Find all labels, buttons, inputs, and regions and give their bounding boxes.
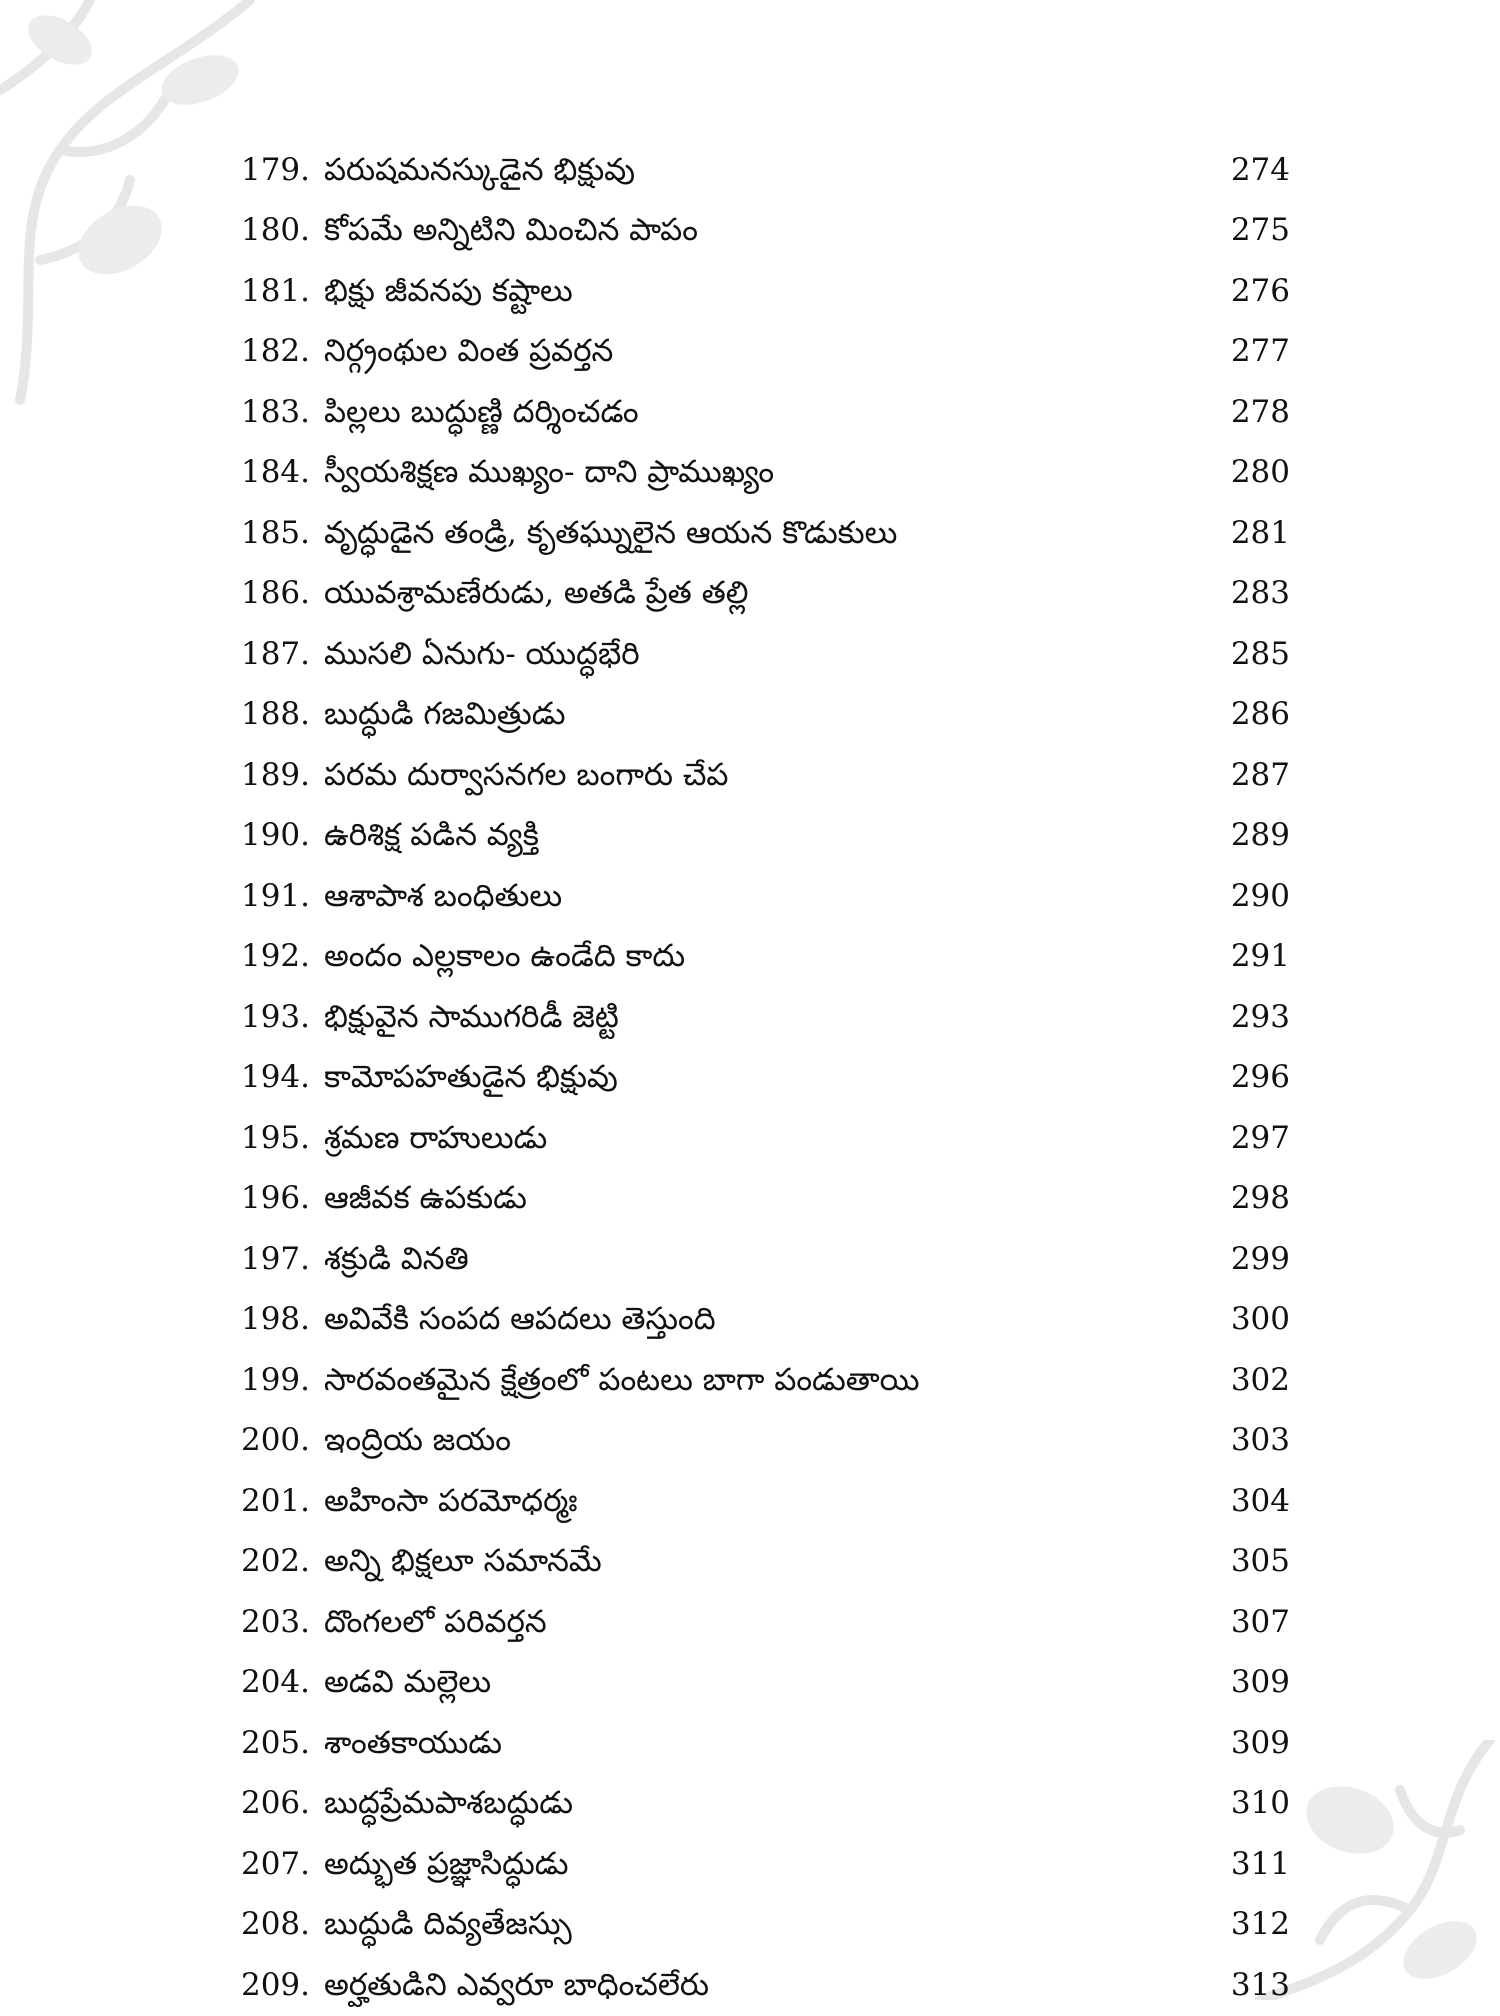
- chapter-title: బుద్ధుడి గజమిత్రుడు: [324, 696, 566, 733]
- chapter-title: ఇంద్రియ జయం: [324, 1422, 511, 1459]
- toc-entry: [230, 1169, 1290, 1230]
- toc-entry: [230, 382, 1290, 443]
- page-number: 290: [1230, 877, 1290, 914]
- page-number: 303: [1230, 1422, 1290, 1459]
- page-number: 299: [1230, 1240, 1290, 1277]
- chapter-title: ఉరిశిక్ష పడిన వ్యక్తి: [324, 817, 539, 854]
- chapter-title: ముసలి ఏనుగు- యుద్ధభేరి: [324, 635, 640, 672]
- chapter-number: 202.: [240, 1543, 310, 1580]
- chapter-number: 198.: [240, 1301, 310, 1338]
- chapter-number: 204.: [240, 1664, 310, 1701]
- toc-entry: [230, 1108, 1290, 1169]
- chapter-title: దొంగలలో పరివర్తన: [324, 1603, 547, 1640]
- chapter-title: శక్రుడి వినతి: [324, 1240, 469, 1277]
- page-number: 297: [1230, 1119, 1290, 1156]
- toc-entry: [230, 201, 1290, 262]
- page-number: 283: [1230, 575, 1290, 612]
- page-number: 298: [1230, 1180, 1290, 1217]
- toc-entry: [230, 564, 1290, 625]
- chapter-number: 207.: [240, 1845, 310, 1882]
- page-number: 291: [1230, 938, 1290, 975]
- toc-entry: [230, 261, 1290, 322]
- toc-entry: [230, 1774, 1290, 1835]
- chapter-title: భిక్షువైన సాముగరిడీ జెట్టి: [324, 998, 619, 1035]
- chapter-title: అన్ని భిక్షలూ సమానమే: [324, 1543, 602, 1580]
- page-number: 285: [1230, 635, 1290, 672]
- chapter-number: 179.: [240, 151, 310, 188]
- toc-entry: [230, 443, 1290, 504]
- toc-entry: [230, 987, 1290, 1048]
- toc-entry: [230, 1713, 1290, 1774]
- chapter-number: 187.: [240, 635, 310, 672]
- chapter-number: 185.: [240, 514, 310, 551]
- chapter-number: 194.: [240, 1059, 310, 1096]
- chapter-title: అందం ఎల్లకాలం ఉండేది కాదు: [324, 938, 686, 975]
- chapter-title: పిల్లలు బుద్ధుణ్ణి దర్శించడం: [324, 393, 639, 430]
- page-number: 309: [1230, 1724, 1290, 1761]
- toc-entry: [230, 1532, 1290, 1593]
- page-number: 275: [1230, 212, 1290, 249]
- table-of-contents: [230, 140, 1290, 2016]
- chapter-title: అహింసా పరమోధర్మః: [324, 1482, 578, 1519]
- chapter-title: బుద్ధుడి దివ్యతేజస్సు: [324, 1906, 572, 1943]
- chapter-number: 195.: [240, 1119, 310, 1156]
- chapter-number: 196.: [240, 1180, 310, 1217]
- toc-entry: [230, 1653, 1290, 1714]
- chapter-number: 182.: [240, 333, 310, 370]
- toc-entry: [230, 927, 1290, 988]
- chapter-title: అడవి మల్లెలు: [324, 1664, 492, 1701]
- chapter-number: 190.: [240, 817, 310, 854]
- toc-entry: [230, 806, 1290, 867]
- chapter-number: 193.: [240, 998, 310, 1035]
- chapter-number: 191.: [240, 877, 310, 914]
- page-number: 300: [1230, 1301, 1290, 1338]
- chapter-title: ఆశాపాశ బంధితులు: [324, 877, 563, 914]
- page-number: 276: [1230, 272, 1290, 309]
- toc-entry: [230, 322, 1290, 383]
- page-number: 287: [1230, 756, 1290, 793]
- toc-entry: [230, 140, 1290, 201]
- page-number: 274: [1230, 151, 1290, 188]
- chapter-title: అవివేకి సంపద ఆపదలు తెస్తుంది: [324, 1301, 716, 1338]
- page-number: 313: [1230, 1966, 1290, 2003]
- chapter-title: కోపమే అన్నిటిని మించిన పాపం: [324, 212, 698, 249]
- chapter-number: 201.: [240, 1482, 310, 1519]
- toc-entry: [230, 745, 1290, 806]
- chapter-title: ఆజీవక ఉపకుడు: [324, 1180, 527, 1217]
- toc-entry: [230, 1895, 1290, 1956]
- chapter-title: వృద్ధుడైన తండ్రి, కృతఘ్నులైన ఆయన కొడుకులు: [324, 514, 898, 551]
- page-number: 305: [1230, 1543, 1290, 1580]
- page-number: 278: [1230, 393, 1290, 430]
- chapter-number: 200.: [240, 1422, 310, 1459]
- page-number: 302: [1230, 1361, 1290, 1398]
- page-number: 310: [1230, 1785, 1290, 1822]
- toc-entry: [230, 866, 1290, 927]
- page-number: 280: [1230, 454, 1290, 491]
- toc-entry: [230, 1834, 1290, 1895]
- chapter-number: 192.: [240, 938, 310, 975]
- chapter-title: అద్భుత ప్రజ్ఞాసిద్ధుడు: [324, 1845, 569, 1882]
- chapter-title: కామోపహతుడైన భిక్షువు: [324, 1059, 618, 1096]
- chapter-title: శ్రమణ రాహులుడు: [324, 1119, 548, 1156]
- chapter-number: 189.: [240, 756, 310, 793]
- toc-entry: [230, 503, 1290, 564]
- chapter-title: పరుషమనస్కుడైన భిక్షువు: [324, 151, 636, 188]
- toc-entry: [230, 1350, 1290, 1411]
- toc-entry: [230, 1229, 1290, 1290]
- chapter-number: 206.: [240, 1785, 310, 1822]
- chapter-number: 209.: [240, 1966, 310, 2003]
- chapter-title: బుద్ధప్రేమపాశబద్ధుడు: [324, 1785, 573, 1822]
- toc-entry: [230, 1048, 1290, 1109]
- toc-entry: [230, 1592, 1290, 1653]
- chapter-title: శాంతకాయుడు: [324, 1724, 502, 1761]
- chapter-title: అర్హతుడిని ఎవ్వరూ బాధించలేరు: [324, 1966, 709, 2003]
- page-number: 281: [1230, 514, 1290, 551]
- chapter-title: యువశ్రామణేరుడు, అతడి ప్రేత తల్లి: [324, 575, 749, 612]
- page-number: 293: [1230, 998, 1290, 1035]
- chapter-number: 183.: [240, 393, 310, 430]
- chapter-number: 184.: [240, 454, 310, 491]
- page-number: 289: [1230, 817, 1290, 854]
- chapter-number: 186.: [240, 575, 310, 612]
- chapter-title: పరమ దుర్వాసనగల బంగారు చేప: [324, 756, 729, 793]
- chapter-title: భిక్షు జీవనపు కష్టాలు: [324, 272, 573, 309]
- chapter-title: నిర్గ్రంథుల వింత ప్రవర్తన: [324, 333, 614, 370]
- chapter-number: 197.: [240, 1240, 310, 1277]
- toc-entry: [230, 1411, 1290, 1472]
- chapter-number: 188.: [240, 696, 310, 733]
- chapter-number: 203.: [240, 1603, 310, 1640]
- page-number: 304: [1230, 1482, 1290, 1519]
- chapter-number: 181.: [240, 272, 310, 309]
- page-number: 311: [1230, 1845, 1290, 1882]
- page-number: 277: [1230, 333, 1290, 370]
- chapter-title: సారవంతమైన క్షేత్రంలో పంటలు బాగా పండుతాయి: [324, 1361, 920, 1398]
- toc-entry: [230, 624, 1290, 685]
- toc-entry: [230, 1290, 1290, 1351]
- chapter-number: 205.: [240, 1724, 310, 1761]
- chapter-number: 208.: [240, 1906, 310, 1943]
- page-number: 286: [1230, 696, 1290, 733]
- chapter-title: స్వీయశిక్షణ ముఖ్యం- దాని ప్రాముఖ్యం: [324, 454, 775, 491]
- page-number: 307: [1230, 1603, 1290, 1640]
- page-number: 309: [1230, 1664, 1290, 1701]
- page-number: 312: [1230, 1906, 1290, 1943]
- page-number: 296: [1230, 1059, 1290, 1096]
- toc-entry: [230, 685, 1290, 746]
- chapter-number: 180.: [240, 212, 310, 249]
- toc-entry: [230, 1471, 1290, 1532]
- toc-entry: [230, 1955, 1290, 2016]
- chapter-number: 199.: [240, 1361, 310, 1398]
